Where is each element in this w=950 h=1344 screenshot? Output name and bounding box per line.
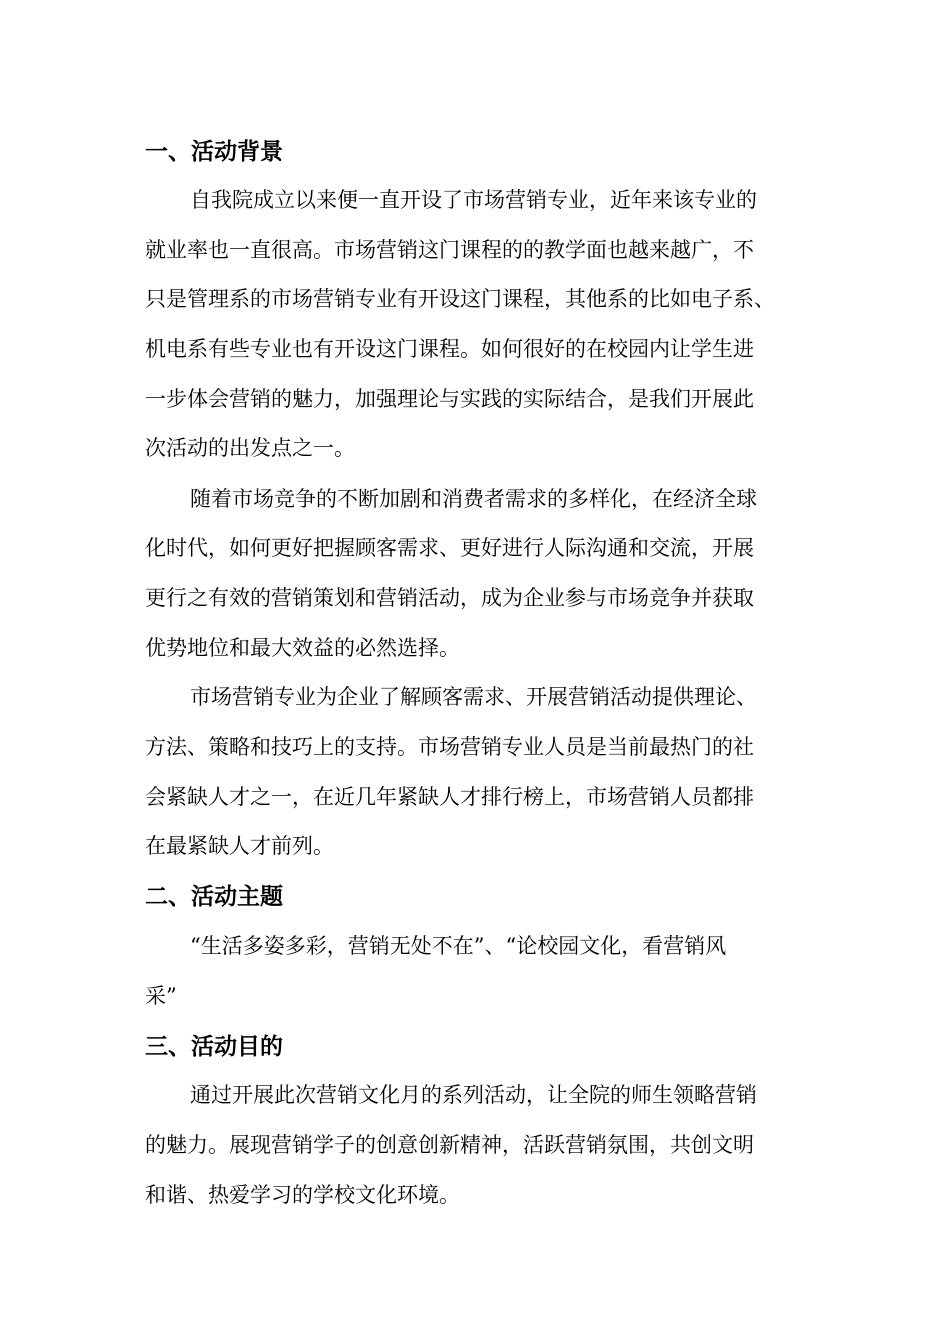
paragraph-line: 一步体会营销的魅力，加强理论与实践的实际结合，是我们开展此 (145, 387, 754, 411)
paragraph-line: 随着市场竞争的不断加剧和消费者需求的多样化，在经济全球 (190, 487, 757, 511)
paragraph-line: 化时代，如何更好把握顾客需求、更好进行人际沟通和交流，开展 (145, 536, 754, 560)
paragraph-line: 在最紧缺人才前列。 (145, 834, 334, 858)
paragraph-line: “生活多姿多彩，营销无处不在”、“论校园文化，看营销风 (190, 934, 727, 958)
section-heading-theme: 二、活动主题 (145, 884, 283, 910)
paragraph-line: 机电系有些专业也有开设这门课程。如何很好的在校园内让学生进 (145, 337, 754, 361)
paragraph-line: 会紧缺人才之一，在近几年紧缺人才排行榜上，市场营销人员都排 (145, 785, 754, 809)
paragraph-line: 市场营销专业为企业了解顾客需求、开展营销活动提供理论、 (190, 685, 757, 709)
paragraph-line: 只是管理系的市场营销专业有开设这门课程，其他系的比如电子系、 (145, 287, 775, 311)
paragraph-line: 通过开展此次营销文化月的系列活动，让全院的师生领略营销 (190, 1083, 757, 1107)
paragraph-line: 更行之有效的营销策划和营销活动，成为企业参与市场竞争并获取 (145, 586, 754, 610)
paragraph-line: 和谐、热爱学习的学校文化环境。 (145, 1183, 460, 1207)
paragraph-line: 采” (145, 984, 177, 1008)
paragraph-line: 自我院成立以来便一直开设了市场营销专业，近年来该专业的 (190, 188, 757, 212)
section-heading-purpose: 三、活动目的 (145, 1034, 283, 1060)
paragraph-line: 次活动的出发点之一。 (145, 436, 355, 460)
paragraph-line: 方法、策略和技巧上的支持。市场营销专业人员是当前最热门的社 (145, 735, 754, 759)
paragraph-line: 的魅力。展现营销学子的创意创新精神，活跃营销氛围，共创文明 (145, 1133, 754, 1157)
paragraph-line: 就业率也一直很高。市场营销这门课程的的教学面也越来越广，不 (145, 238, 754, 262)
section-heading-background: 一、活动背景 (145, 139, 283, 165)
paragraph-line: 优势地位和最大效益的必然选择。 (145, 636, 460, 660)
